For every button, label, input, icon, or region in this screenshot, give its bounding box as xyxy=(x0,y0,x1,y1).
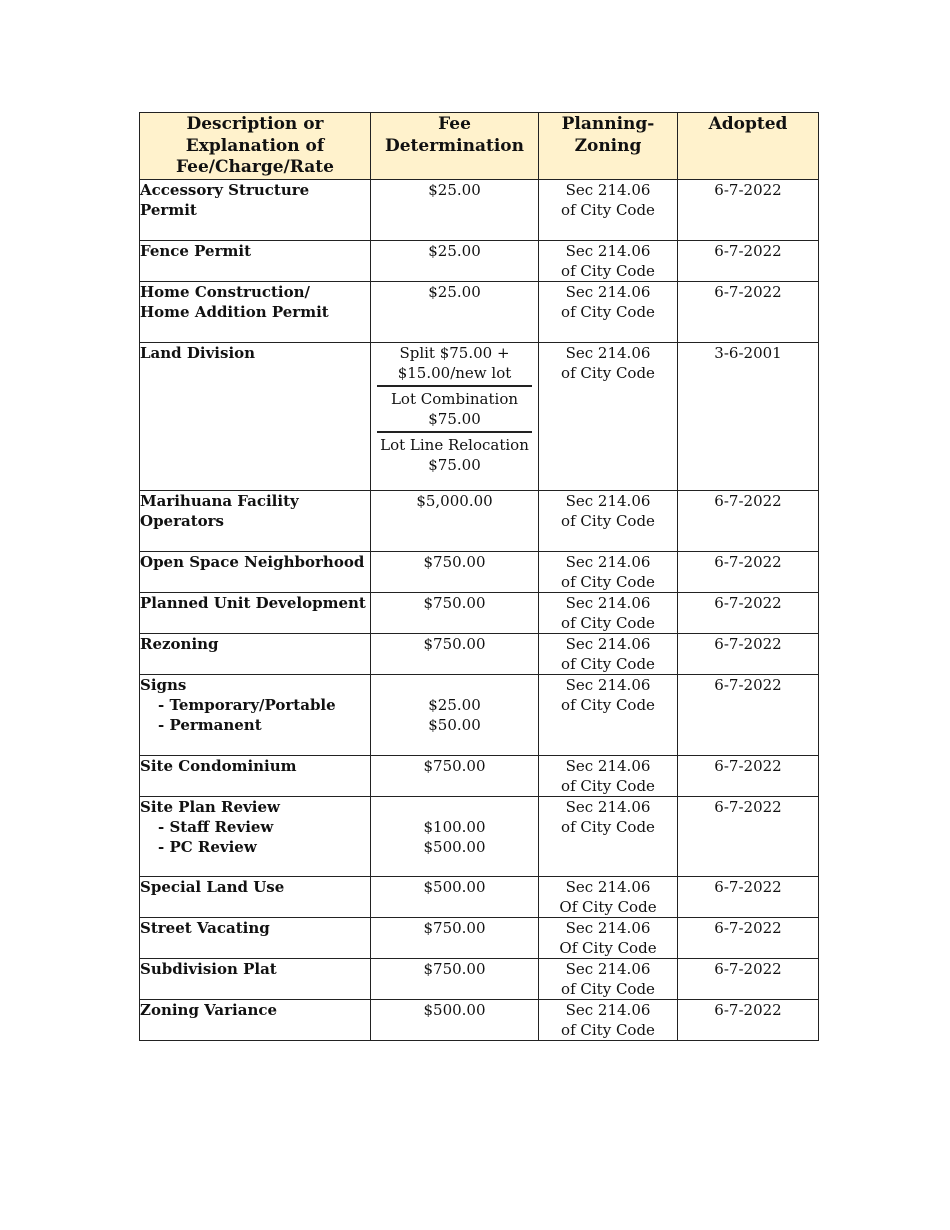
row-code-reference: Sec 214.06 of City Code xyxy=(539,675,678,756)
header-adopted: Adopted xyxy=(678,113,819,180)
header-description: Description or Explanation of Fee/Charge/Rate xyxy=(140,113,371,180)
fee-schedule-table xyxy=(139,112,819,1041)
row-code-reference: Sec 214.06 of City Code xyxy=(539,491,678,552)
fee-part-lot-line-relocation: Lot Line Relocation $75.00 xyxy=(380,436,529,474)
row-code-reference: Sec 214.06 of City Code xyxy=(539,959,678,1000)
table-row xyxy=(140,675,819,756)
fee-part-split: Split $75.00 + $15.00/new lot xyxy=(377,343,532,387)
row-fee: $750.00 xyxy=(371,756,539,797)
row-description: Planned Unit Development xyxy=(140,593,371,634)
table-row xyxy=(140,918,819,959)
row-description: Signs - Temporary/Portable - Permanent xyxy=(140,675,371,756)
row-description: Fence Permit xyxy=(140,241,371,282)
row-code-reference: Sec 214.06 of City Code xyxy=(539,756,678,797)
table-row xyxy=(140,1000,819,1041)
table-row xyxy=(140,180,819,241)
row-adopted-date: 6-7-2022 xyxy=(678,797,819,877)
row-description: Zoning Variance xyxy=(140,1000,371,1041)
row-adopted-date: 6-7-2022 xyxy=(678,675,819,756)
row-code-reference: Sec 214.06 of City Code xyxy=(539,282,678,343)
row-adopted-date: 6-7-2022 xyxy=(678,593,819,634)
row-description: Site Plan Review - Staff Review - PC Review xyxy=(140,797,371,877)
row-code-reference: Sec 214.06 of City Code xyxy=(539,343,678,491)
row-adopted-date: 6-7-2022 xyxy=(678,491,819,552)
row-adopted-date: 6-7-2022 xyxy=(678,918,819,959)
sub-item-permanent: - Permanent xyxy=(158,716,262,734)
row-fee: $750.00 xyxy=(371,918,539,959)
sub-item-staff-review: - Staff Review xyxy=(158,818,274,836)
row-description: Special Land Use xyxy=(140,877,371,918)
table-row xyxy=(140,797,819,877)
row-code-reference: Sec 214.06 of City Code xyxy=(539,593,678,634)
header-fee-determination: Fee Determination xyxy=(371,113,539,180)
row-description: Site Condominium xyxy=(140,756,371,797)
row-fee: $5,000.00 xyxy=(371,491,539,552)
table-row xyxy=(140,959,819,1000)
row-code-reference: Sec 214.06 of City Code xyxy=(539,634,678,675)
row-fee: $25.00 xyxy=(371,282,539,343)
row-code-reference: Sec 214.06 of City Code xyxy=(539,797,678,877)
row-adopted-date: 6-7-2022 xyxy=(678,1000,819,1041)
row-fee: $25.00 xyxy=(371,180,539,241)
row-code-reference: Sec 214.06 of City Code xyxy=(539,180,678,241)
row-fee: $25.00 $50.00 xyxy=(371,675,539,756)
table-row xyxy=(140,491,819,552)
row-fee: $100.00 $500.00 xyxy=(371,797,539,877)
header-planning-zoning: Planning- Zoning xyxy=(539,113,678,180)
table-row xyxy=(140,877,819,918)
row-fee: $25.00 xyxy=(371,241,539,282)
sub-item-pc-review: - PC Review xyxy=(158,838,257,856)
table-row xyxy=(140,241,819,282)
row-adopted-date: 6-7-2022 xyxy=(678,180,819,241)
row-fee: $500.00 xyxy=(371,877,539,918)
row-description: Land Division xyxy=(140,343,371,491)
header-row xyxy=(140,113,819,180)
row-description: Home Construction/ Home Addition Permit xyxy=(140,282,371,343)
row-description: Rezoning xyxy=(140,634,371,675)
row-code-reference: Sec 214.06 of City Code xyxy=(539,241,678,282)
table-row xyxy=(140,552,819,593)
table-row xyxy=(140,756,819,797)
row-code-reference: Sec 214.06 of City Code xyxy=(539,1000,678,1041)
row-description: Accessory Structure Permit xyxy=(140,180,371,241)
row-adopted-date: 6-7-2022 xyxy=(678,241,819,282)
sub-item-temporary: - Temporary/Portable xyxy=(158,696,336,714)
row-fee: $500.00 xyxy=(371,1000,539,1041)
row-fee-parts xyxy=(371,343,539,491)
row-fee: $750.00 xyxy=(371,552,539,593)
row-adopted-date: 6-7-2022 xyxy=(678,959,819,1000)
fee-part-lot-combination: Lot Combination $75.00 xyxy=(377,389,532,433)
row-description: Subdivision Plat xyxy=(140,959,371,1000)
row-code-reference: Sec 214.06 Of City Code xyxy=(539,877,678,918)
row-description: Marihuana Facility Operators xyxy=(140,491,371,552)
row-description: Street Vacating xyxy=(140,918,371,959)
row-adopted-date: 3-6-2001 xyxy=(678,343,819,491)
row-adopted-date: 6-7-2022 xyxy=(678,634,819,675)
row-code-reference: Sec 214.06 Of City Code xyxy=(539,918,678,959)
table-row xyxy=(140,343,819,491)
row-adopted-date: 6-7-2022 xyxy=(678,552,819,593)
row-adopted-date: 6-7-2022 xyxy=(678,282,819,343)
row-fee: $750.00 xyxy=(371,593,539,634)
row-description: Open Space Neighborhood xyxy=(140,552,371,593)
row-fee: $750.00 xyxy=(371,634,539,675)
table-row xyxy=(140,634,819,675)
row-adopted-date: 6-7-2022 xyxy=(678,756,819,797)
table-row xyxy=(140,282,819,343)
table-row xyxy=(140,593,819,634)
row-code-reference: Sec 214.06 of City Code xyxy=(539,552,678,593)
row-adopted-date: 6-7-2022 xyxy=(678,877,819,918)
row-fee: $750.00 xyxy=(371,959,539,1000)
